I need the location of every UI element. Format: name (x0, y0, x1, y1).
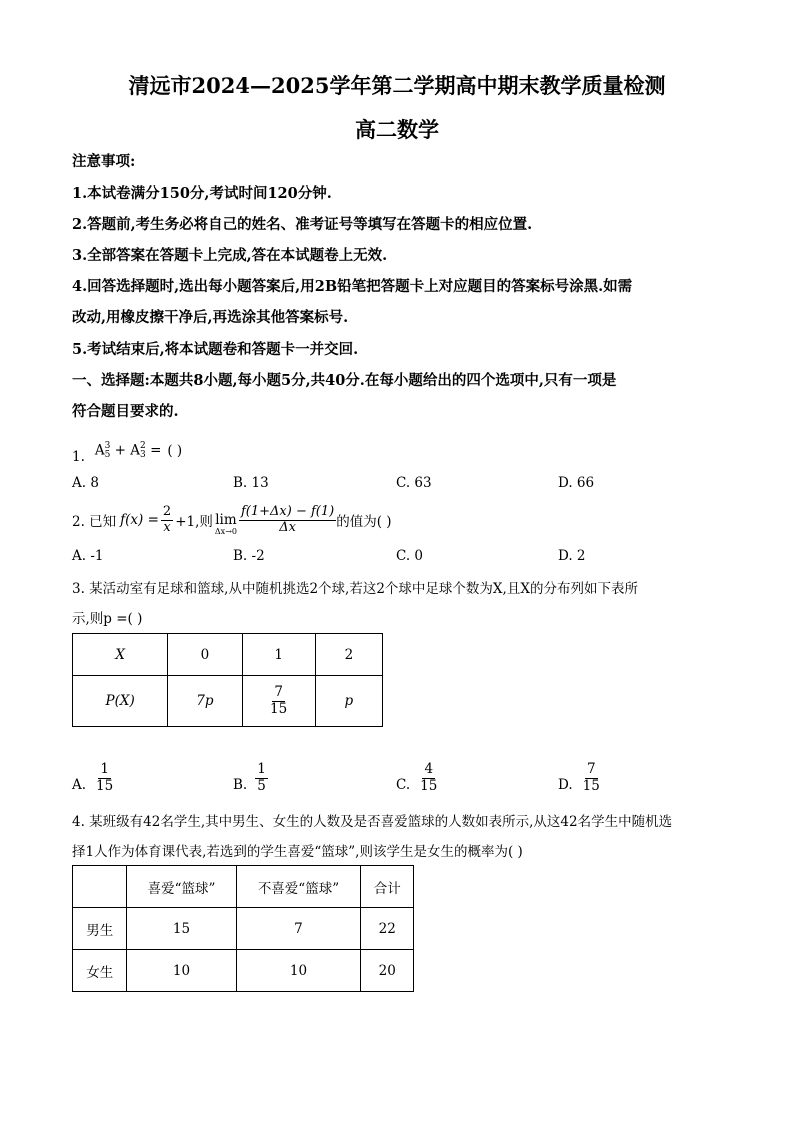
question-3: 3. 某活动室有足球和篮球,从中随机挑选2个球,若这2个球中足球个数为X,且X的分布列如下表所 (72, 581, 638, 597)
table-header-cell: 不喜爱“篮球” (236, 866, 361, 908)
table-cell: 10 (236, 950, 361, 992)
table-row-label: P(X) (73, 676, 168, 727)
question-3-cont: 示,则p =( ) (72, 611, 143, 627)
table-cell: 7p (168, 676, 242, 727)
section-heading: 一、选择题:本题共8小题,每小题5分,共40分.在每小题给出的四个选项中,只有一项是 (72, 372, 617, 389)
section-heading-cont: 符合题目要求的. (72, 403, 179, 420)
option-c: C. 63 (396, 475, 432, 491)
note-item: 4.回答选择题时,选出每小题答案后,用2B铅笔把答题卡上对应题目的答案标号涂黑.如需 (72, 278, 633, 295)
table-header-cell: 0 (168, 634, 242, 676)
option-a: A. -1 (72, 548, 104, 564)
option-b: B. -2 (233, 548, 265, 564)
q2-limit: lim Δx→0 (214, 512, 237, 536)
option-c: C. 0 (396, 548, 424, 564)
note-item: 3.全部答案在答题卡上完成,答在本试题卷上无效. (72, 247, 388, 264)
table-row-label: 女生 (73, 950, 127, 992)
answer-paren: ( ) (167, 443, 183, 459)
option-b: B. 13 (233, 475, 269, 491)
question-4-cont: 择1人作为体育课代表,若选到的学生喜爱“篮球”,则该学生是女生的概率为( ) (72, 844, 523, 860)
question-1 (72, 436, 182, 466)
q1-number: 1. (72, 449, 85, 465)
option-a: A. $\frac{1}{15}$ (72, 761, 114, 794)
note-item: 5.考试结束后,将本试题卷和答题卡一并交回. (72, 341, 359, 358)
option-a: A. 8 (72, 475, 99, 491)
q2-limit-fraction: $\frac{f(1+\Delta x) - f(1)}{\Delta x}$ (241, 503, 335, 535)
table-cell: p (315, 676, 382, 727)
q2-text: +1,则 (175, 514, 213, 530)
q2-tail: 的值为( ) (336, 514, 392, 530)
question-4: 4. 某班级有42名学生,其中男生、女生的人数及是否喜爱篮球的人数如表所示,从这42名学生中随机选 (72, 814, 673, 830)
table-cell: $\frac{7}{15}$ (242, 676, 315, 727)
option-b: B. $\frac{1}{5}$ (233, 761, 266, 794)
table-row-label: 男生 (73, 908, 127, 950)
option-d: D. $\frac{7}{15}$ (558, 761, 600, 794)
table-cell: 15 (127, 908, 236, 950)
table-header-cell: 2 (315, 634, 382, 676)
table-cell: 10 (127, 950, 236, 992)
table-header-cell: 喜爱“篮球” (127, 866, 236, 908)
table-header-cell: 合计 (361, 866, 414, 908)
table-header-cell (73, 866, 127, 908)
page-title: 清远市2024—2025学年第二学期高中期末教学质量检测 (128, 73, 666, 98)
option-d: D. 2 (558, 548, 586, 564)
option-d: D. 66 (558, 475, 595, 491)
table-cell: 20 (361, 950, 414, 992)
q1-expression: A 3 5 + A 2 3 = (94, 441, 162, 460)
option-c: C. $\frac{4}{15}$ (396, 761, 438, 794)
note-item: 2.答题前,考生务必将自己的姓名、准考证号等填写在答题卡的相应位置. (72, 216, 533, 233)
notes-heading: 注意事项: (72, 153, 136, 170)
note-item: 1.本试卷满分150分,考试时间120分钟. (72, 185, 332, 202)
distribution-table (72, 633, 383, 727)
q2-number: 2. 已知 (72, 514, 117, 530)
q2-function: f(x) = (120, 512, 159, 528)
table-cell: 22 (361, 908, 414, 950)
table-header-cell: X (73, 634, 168, 676)
table-cell: 7 (236, 908, 361, 950)
page-subtitle: 高二数学 (355, 117, 439, 142)
q2-fraction: $\frac{2}{x}$ (162, 503, 172, 535)
note-item: 改动,用橡皮擦干净后,再选涂其他答案标号. (72, 309, 349, 326)
basketball-table (72, 865, 414, 992)
question-2 (72, 500, 392, 540)
table-header-cell: 1 (242, 634, 315, 676)
